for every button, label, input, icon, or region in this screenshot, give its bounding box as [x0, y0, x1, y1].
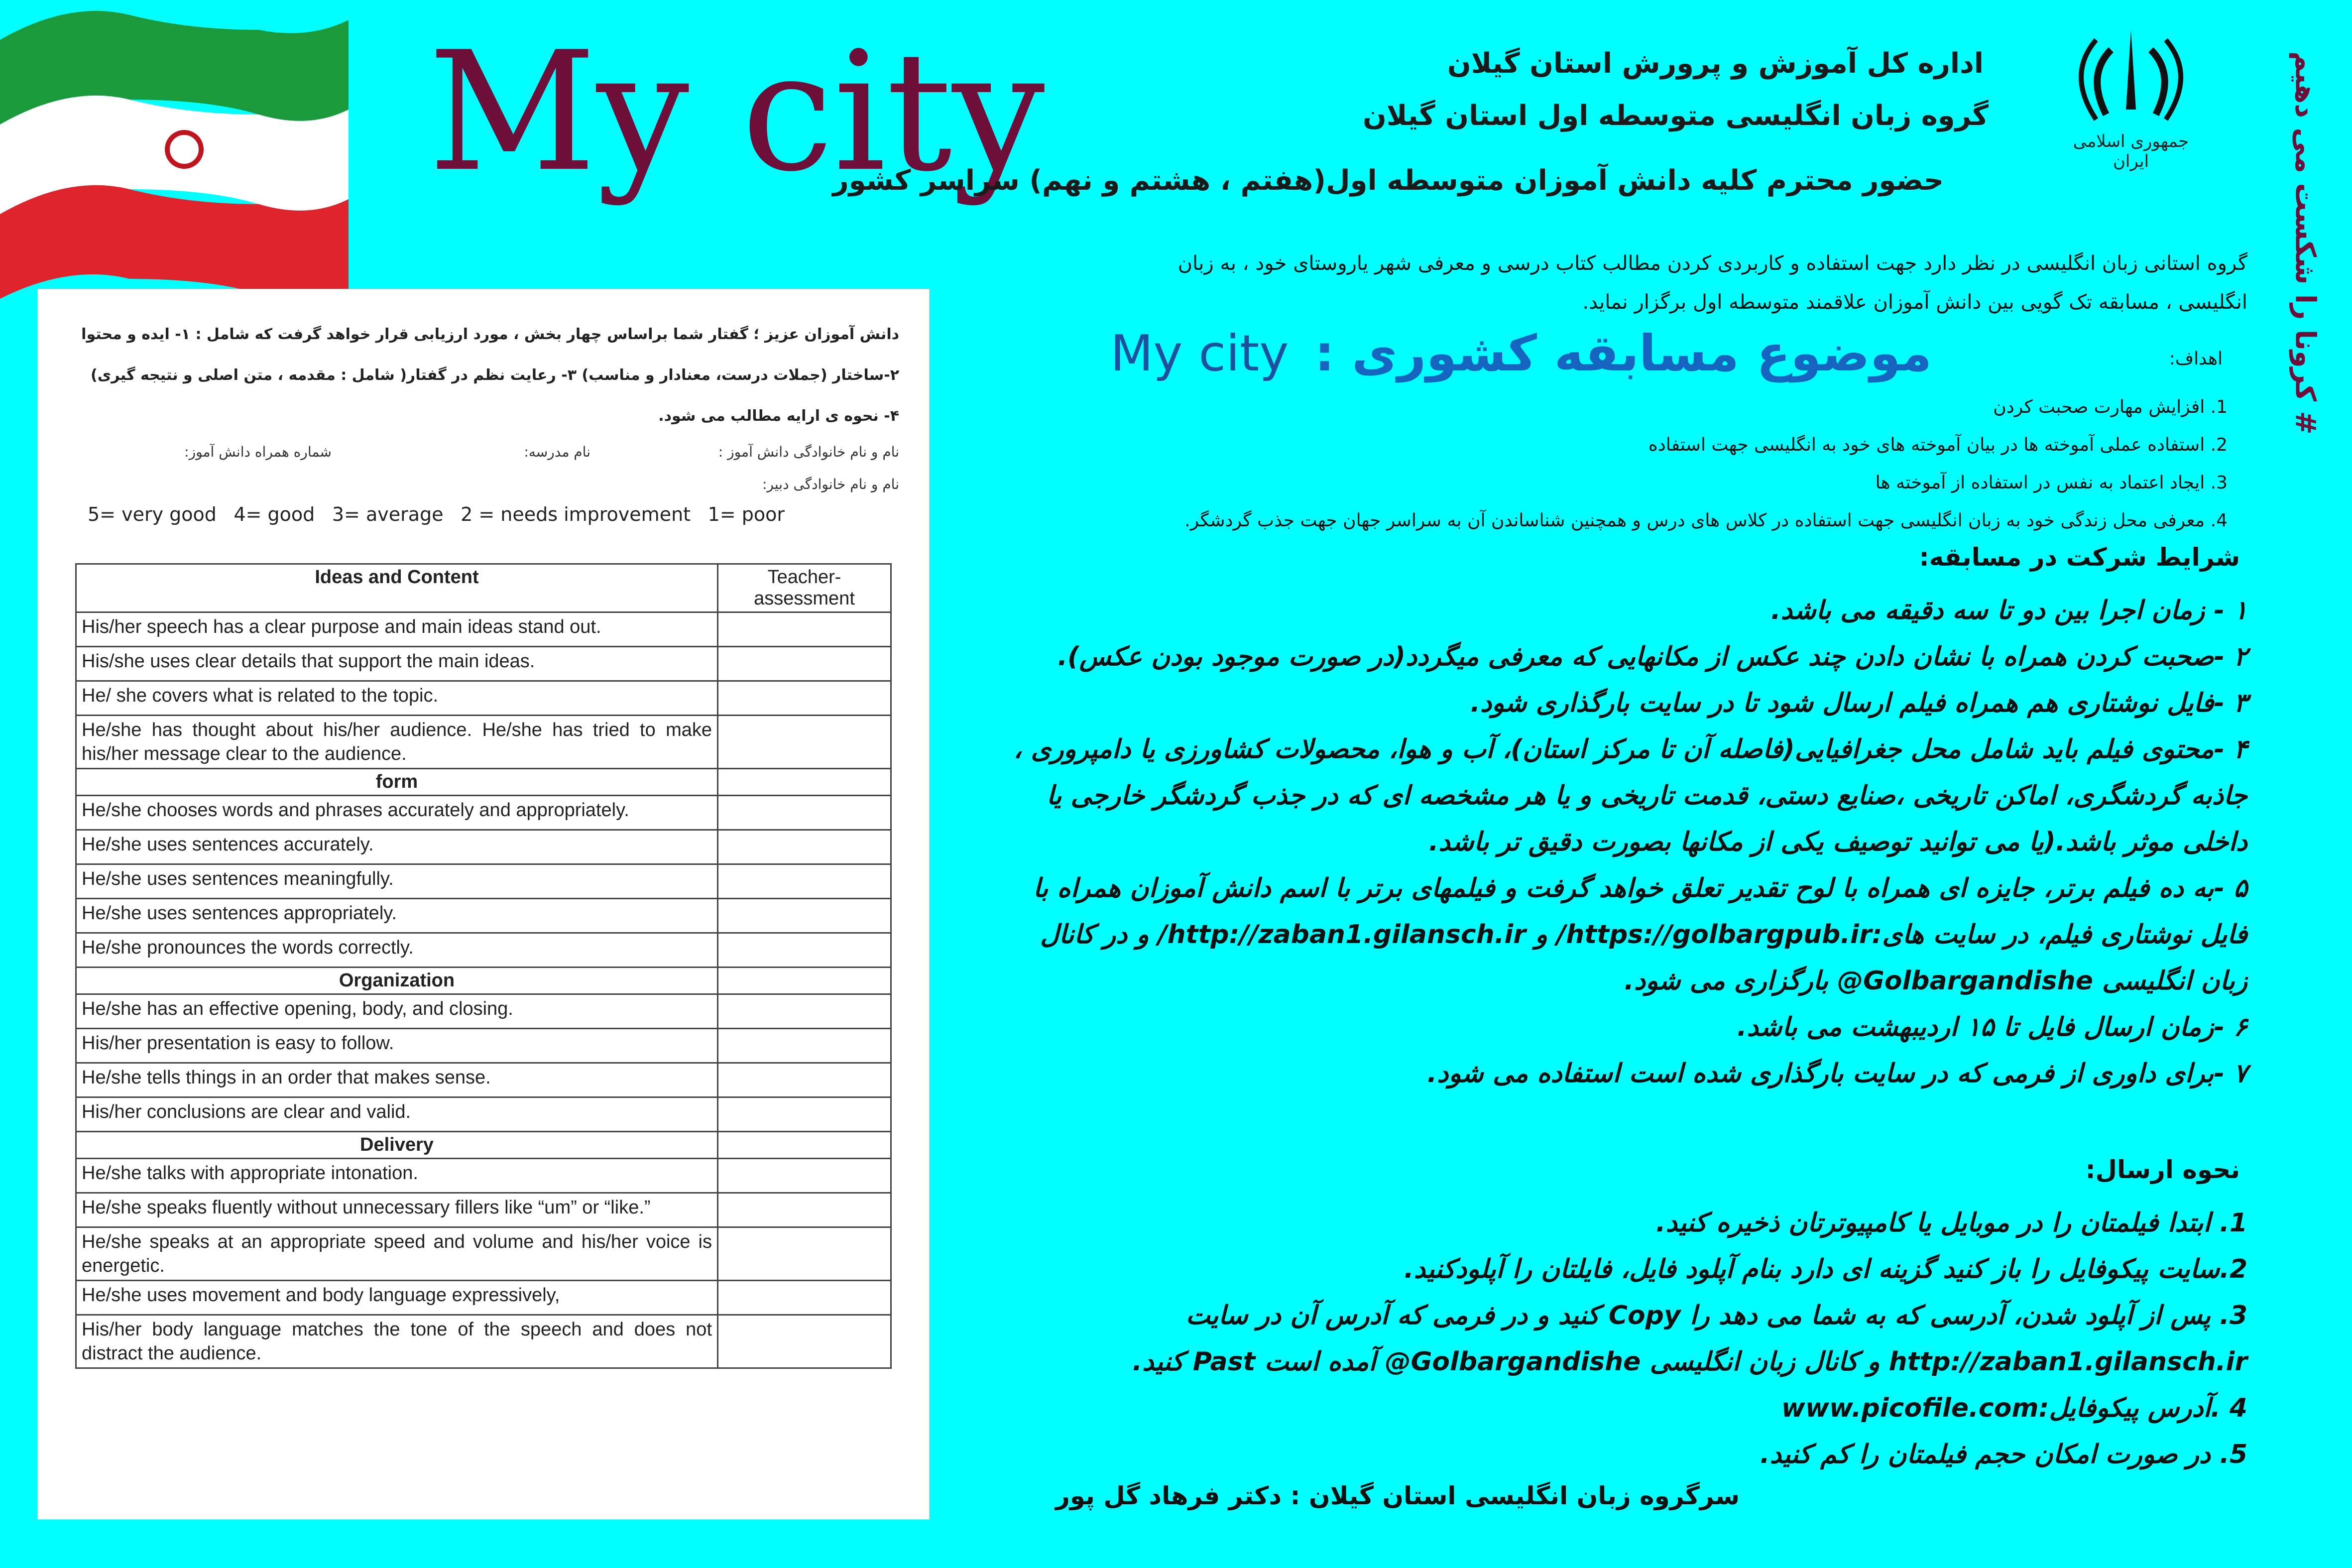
score-cell[interactable]	[718, 1159, 891, 1193]
send-steps-list	[1003, 1200, 2247, 1478]
table-row: He/she uses sentences meaningfully.	[76, 864, 891, 899]
step-item: 1. ابتدا فیلمتان را در موبایل یا کامپیوترتان ذخیره کنید.	[1655, 1208, 2247, 1238]
table-row: He/she uses movement and body language expressively,	[76, 1281, 891, 1315]
table-row: He/she speaks at an appropriate speed and volume and his/her voice is energetic.	[76, 1227, 891, 1281]
score-cell[interactable]	[718, 1063, 891, 1097]
condition-item: ۱ - زمان اجرا بین دو تا سه دقیقه می باشد.	[1770, 596, 2247, 625]
scale-item: 2 = needs improvement	[461, 503, 691, 525]
scale-item: 1= poor	[707, 503, 785, 525]
table-row: He/she talks with appropriate intonation.	[76, 1159, 891, 1193]
step-item: 5. در صورت امکان حجم فیلمتان را کم کنید.	[1760, 1440, 2247, 1469]
section-row	[76, 1132, 891, 1159]
scale-item: 3= average	[332, 503, 444, 525]
topic-banner	[1095, 324, 1932, 383]
table-row: He/she tells things in an order that makes sense.	[76, 1063, 891, 1097]
condition-item: ۶ -زمان ارسال فایل تا ۱۵ اردیبهشت می باشد.	[1737, 1012, 2247, 1042]
table-row: His/her speech has a clear purpose and main ideas stand out.	[76, 612, 891, 647]
teacher-name-field: نام و نام خانوادگی دبیر:	[762, 476, 899, 492]
rating-scale	[88, 503, 785, 525]
goal-item: 3. ایجاد اعتماد به نفس در استفاده از آموخته ها	[1875, 473, 2228, 493]
section-form: form	[76, 769, 718, 796]
table-row: He/she has an effective opening, body, and closing.	[76, 994, 891, 1029]
step-item: 2.سایت پیکوفایل را باز کنید گزینه ای دارد بنام آپلود فایل، فایلتان را آپلودکنید.	[1404, 1254, 2247, 1284]
table-row: He/she uses sentences appropriately.	[76, 899, 891, 933]
table-header-row	[76, 564, 891, 612]
emblem	[2056, 20, 2206, 169]
score-cell[interactable]	[718, 830, 891, 864]
goal-item: 2. استفاده عملی آموخته ها در بیان آموخته های خود به انگلیسی جهت استفاده	[1648, 435, 2228, 455]
intro-paragraph: گروه استانی زبان انگلیسی در نظر دارد جهت استفاده و کاربردی کردن مطالب کتاب درسی و معرفی شهر یاروستای خود ، به زبان انگلیسی ، مسابقه تک گویی بین دانش آموزان علاقمند متوسطه اول برگزار نماید.	[1177, 252, 2247, 314]
table-row: He/she chooses words and phrases accurately and appropriately.	[76, 796, 891, 830]
score-cell[interactable]	[718, 1227, 891, 1281]
rubric-table	[75, 563, 892, 1369]
score-cell[interactable]	[718, 1193, 891, 1227]
main-title: My city	[428, 16, 1045, 208]
student-phone-field: شماره همراه دانش آموز:	[184, 444, 332, 460]
islamic-republic-emblem-icon	[2056, 20, 2206, 129]
section-delivery: Delivery	[76, 1132, 718, 1159]
goals-list	[1082, 388, 2228, 540]
emblem-caption: جمهوری اسلامی ایران	[2073, 131, 2189, 171]
goals-label: اهداف:	[2169, 349, 2223, 369]
table-row: His/she uses clear details that support the main ideas.	[76, 647, 891, 681]
conditions-list	[1003, 588, 2247, 1097]
school-name-field: نام مدرسه:	[524, 444, 590, 460]
section-organization: Organization	[76, 967, 718, 994]
conditions-title: شرایط شرکت در مسابقه:	[1919, 543, 2240, 572]
section-row	[76, 967, 891, 994]
score-cell[interactable]	[718, 612, 891, 647]
goal-item: 4. معرفی محل زندگی خود به زبان انگلیسی جهت استفاده در کلاس های درس و همچنین شناساندن آن به سراسر جهان جهت جذب گردشگر.	[1184, 510, 2228, 531]
condition-item: ۴ -محتوی فیلم باید شامل محل جغرافیایی(فاصله آن تا مرکز استان)، آب و هوا، محصولات کشاورزی یا دامپروری ، جاذبه گردشگری، اماکن تاریخی ،صنایع دستی، قدمت تاریخی و یا هر مشخصه ای که در جذب گردشگر خارجی یا داخلی موثر باشد.(یا می توانید توصیف یکی از مکانها بصورت دقیق تر باشد.	[1013, 734, 2247, 857]
score-cell[interactable]	[718, 994, 891, 1029]
table-row: His/her conclusions are clear and valid.	[76, 1097, 891, 1132]
condition-item: ۳ -فایل نوشتاری هم همراه فیلم ارسال شود تا در سایت بارگذاری شود.	[1470, 688, 2247, 718]
teacher-assessment-header: Teacher-assessment	[718, 564, 891, 612]
score-cell[interactable]	[718, 1029, 891, 1063]
condition-item: ۷ -برای داوری از فرمی که در سایت بارگذاری شده است استفاده می شود.	[1427, 1059, 2247, 1088]
score-cell[interactable]	[718, 1281, 891, 1315]
topic-value: My city	[1110, 324, 1289, 382]
score-cell[interactable]	[718, 647, 891, 681]
step-item: 4 .آدرس پیکوفایل:www.picofile.com	[1781, 1393, 2247, 1423]
condition-item: ۵ -به ده فیلم برتر، جایزه ای همراه با لوح تقدیر تعلق خواهد گرفت و فیلمهای برتر با اسم دانش آموزان همراه با فایل نوشتاری فیلم، در سایت های:https://golbargpub.ir/ و http://zaban1.gilansch.ir/ و در کانال زبان انگلیسی Golbargandishe@ بارگزاری می شود.	[1033, 873, 2247, 996]
score-cell[interactable]	[718, 1315, 891, 1368]
topic-label: موضوع مسابقه کشوری :	[1314, 324, 1932, 382]
signature: سرگروه زبان انگلیسی استان گیلان : دکتر فرهاد گل پور	[1056, 1481, 1740, 1510]
score-cell[interactable]	[718, 681, 891, 716]
condition-item: ۲ -صحبت کردن همراه با نشان دادن چند عکس از مکانهایی که معرفی میگردد(در صورت موجود بودن عکس).	[1058, 642, 2247, 672]
form-intro: دانش آموزان عزیز ؛ گفتار شما براساس چهار بخش ، مورد ارزیابی قرار خواهد گرفت که شامل : ۱- ایده و محتوا ۲-ساختار (جملات درست، معنادار و مناسب) ۳- رعایت نظم در گفتار( شامل : مقدمه ، متن اصلی و نتیجه گیری) ۴- نحوه ی ارایه مطالب می شود.	[81, 326, 899, 425]
send-method-title: نحوه ارسال:	[2085, 1155, 2240, 1184]
score-cell[interactable]	[718, 864, 891, 899]
header-line-3: حضور محترم کلیه دانش آموزان متوسطه اول(هفتم ، هشتم و نهم) سراسر کشور	[832, 164, 1944, 197]
goal-item: 1. افزایش مهارت صحبت کردن	[1993, 397, 2228, 417]
table-row: His/her presentation is easy to follow.	[76, 1029, 891, 1063]
score-cell[interactable]	[718, 716, 891, 769]
scale-item: 4= good	[234, 503, 315, 525]
ideas-content-header: Ideas and Content	[76, 564, 718, 612]
table-row: He/she speaks fluently without unnecessary fillers like “um” or “like.”	[76, 1193, 891, 1227]
header-line-2: گروه زبان انگلیسی متوسطه اول استان گیلان	[1363, 100, 1989, 132]
evaluation-form	[37, 289, 930, 1520]
iran-flag-image	[0, 0, 358, 299]
score-cell[interactable]	[718, 1097, 891, 1132]
score-cell[interactable]	[718, 796, 891, 830]
score-cell[interactable]	[718, 899, 891, 933]
table-row: He/she pronounces the words correctly.	[76, 933, 891, 967]
step-item: 3. پس از آپلود شدن، آدرسی که به شما می دهد را Copy کنید و در فرمی که آدرس آن در سایت http://zaban1.gilansch.ir و کانال زبان انگلیسی Golbargandishe@ آمده است Past کنید.	[1132, 1301, 2247, 1377]
section-row	[76, 769, 891, 796]
scale-item: 5= very good	[88, 503, 217, 525]
table-row: He/ she covers what is related to the topic.	[76, 681, 891, 716]
table-row: He/she uses sentences accurately.	[76, 830, 891, 864]
table-row: His/her body language matches the tone of the speech and does not distract the audience.	[76, 1315, 891, 1368]
side-hashtag: # کرونا را شکست می دهیم	[2289, 51, 2322, 435]
score-cell[interactable]	[718, 933, 891, 967]
table-row: He/she has thought about his/her audience. He/she has tried to make his/her message clear to the audience.	[76, 716, 891, 769]
student-name-field: نام و نام خانوادگی دانش آموز :	[718, 444, 899, 460]
header-line-1: اداره کل آموزش و پرورش استان گیلان	[1447, 47, 1984, 80]
